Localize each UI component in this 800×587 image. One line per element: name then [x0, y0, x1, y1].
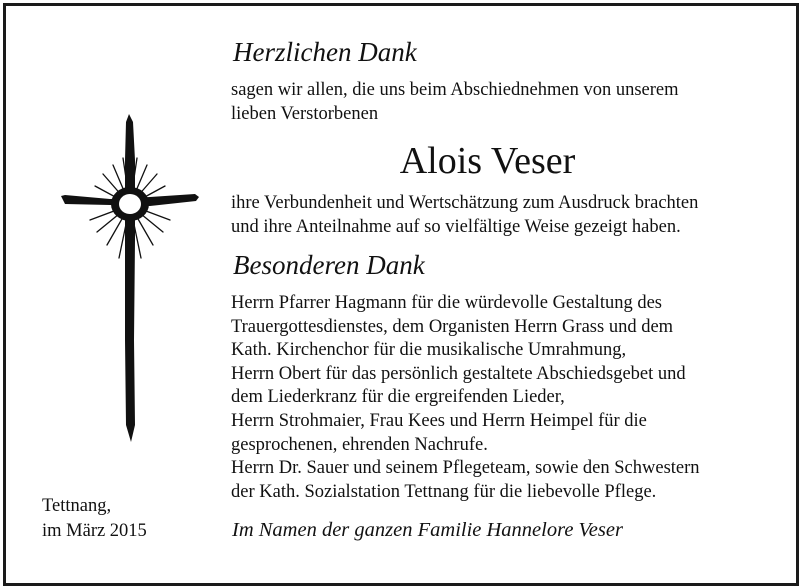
special-line: Herrn Pfarrer Hagmann für die würdevolle Gestaltung des	[231, 293, 663, 313]
special-line: Kath. Kirchenchor für die musikalische Umrahmung,	[231, 340, 627, 361]
place-date-block	[42, 494, 147, 544]
special-line: dem Liederkranz für die ergreifenden Lieder,	[231, 387, 565, 408]
special-line: Herrn Obert für das persönlich gestaltete Abschiedsgebet und	[231, 363, 686, 384]
place-text: Tettnang,	[42, 496, 112, 516]
gratitude-line: ihre Verbundenheit und Wertschätzung zum Ausdruck brachten	[231, 193, 699, 213]
family-signature: Im Namen der ganzen Familie Hannelore Veser	[232, 519, 623, 541]
notice-title: Herzlichen Dank	[233, 37, 417, 67]
special-line: Herrn Dr. Sauer und seinem Pflegeteam, sowie den Schwestern	[231, 458, 700, 479]
intro-line: sagen wir allen, die uns beim Abschiednehmen von unserem	[231, 80, 679, 100]
special-line: Trauergottesdienstes, dem Organisten Herrn Grass und dem	[231, 316, 674, 337]
gratitude-line: und ihre Anteilnahme auf so vielfältige Weise gezeigt haben.	[231, 216, 681, 237]
gratitude-paragraph	[231, 192, 698, 239]
special-line: Herrn Strohmaier, Frau Kees und Herrn Heimpel für die	[231, 410, 647, 431]
special-line: gesprochenen, ehrenden Nachrufe.	[231, 434, 488, 455]
date-text: im März 2015	[42, 521, 147, 541]
special-thanks-paragraph	[231, 292, 700, 504]
intro-paragraph	[231, 79, 679, 126]
intro-line: lieben Verstorbenen	[231, 103, 379, 124]
special-line: der Kath. Sozialstation Tettnang für die liebevolle Pflege.	[231, 481, 657, 502]
deceased-name: Alois Veser	[399, 140, 576, 182]
cross-with-rays-icon	[55, 100, 205, 450]
special-thanks-heading: Besonderen Dank	[233, 250, 425, 280]
